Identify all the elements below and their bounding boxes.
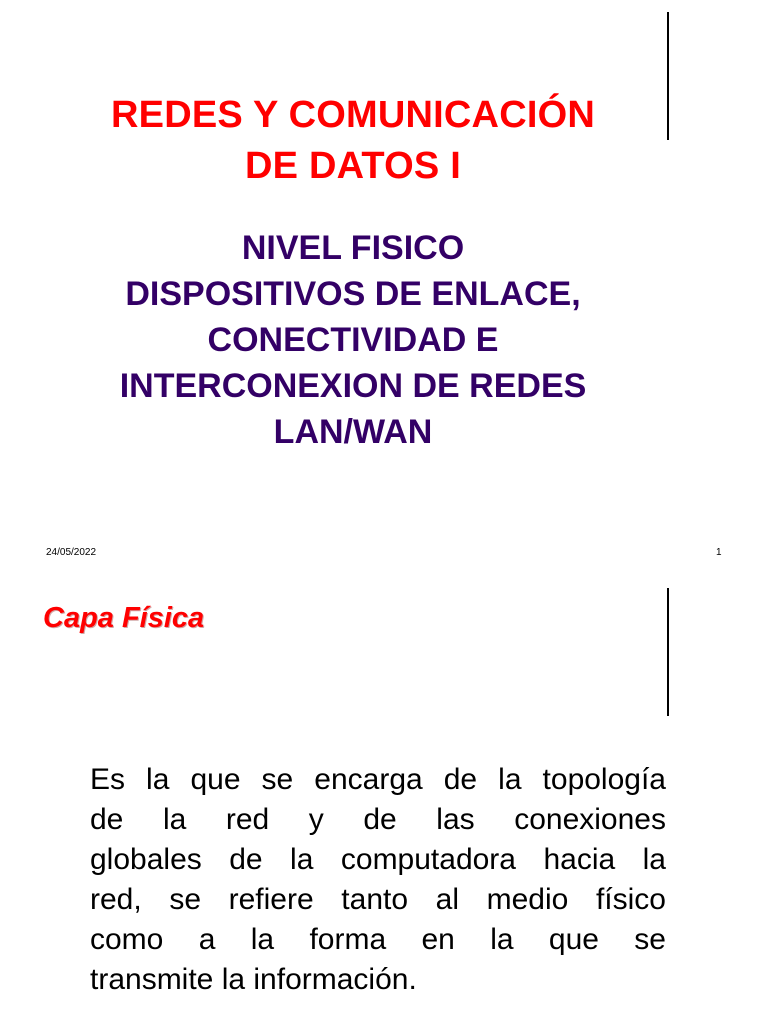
title-line: DE DATOS I: [245, 145, 461, 187]
subtitle-line: LAN/WAN: [273, 413, 433, 451]
slide-subtitle: [40, 225, 666, 455]
vertical-rule: [667, 12, 669, 140]
slide-date: 24/05/2022: [46, 547, 97, 558]
body-line: de la red y de las conexiones: [90, 803, 666, 836]
slide-2: [0, 576, 768, 1024]
body-line: como a la forma en la que se: [90, 923, 666, 956]
body-line: globales de la computadora hacia la: [90, 843, 666, 876]
slide-title: [40, 90, 666, 192]
subtitle-line: NIVEL FISICO: [241, 229, 465, 267]
body-line: Es la que se encarga de la topología: [90, 763, 666, 796]
subtitle-line: INTERCONEXION DE REDES: [119, 367, 587, 405]
page-number: 1: [716, 547, 722, 558]
section-heading: Capa Física: [43, 602, 205, 634]
vertical-rule: [667, 588, 669, 716]
subtitle-line: CONECTIVIDAD E: [207, 321, 499, 359]
body-line: transmite la información.: [90, 963, 417, 996]
subtitle-line: DISPOSITIVOS DE ENLACE,: [125, 275, 581, 313]
body-paragraph: [90, 760, 666, 1000]
body-line: red, se refiere tanto al medio físico: [90, 883, 666, 916]
title-line: REDES Y COMUNICACIÓN: [111, 94, 595, 136]
